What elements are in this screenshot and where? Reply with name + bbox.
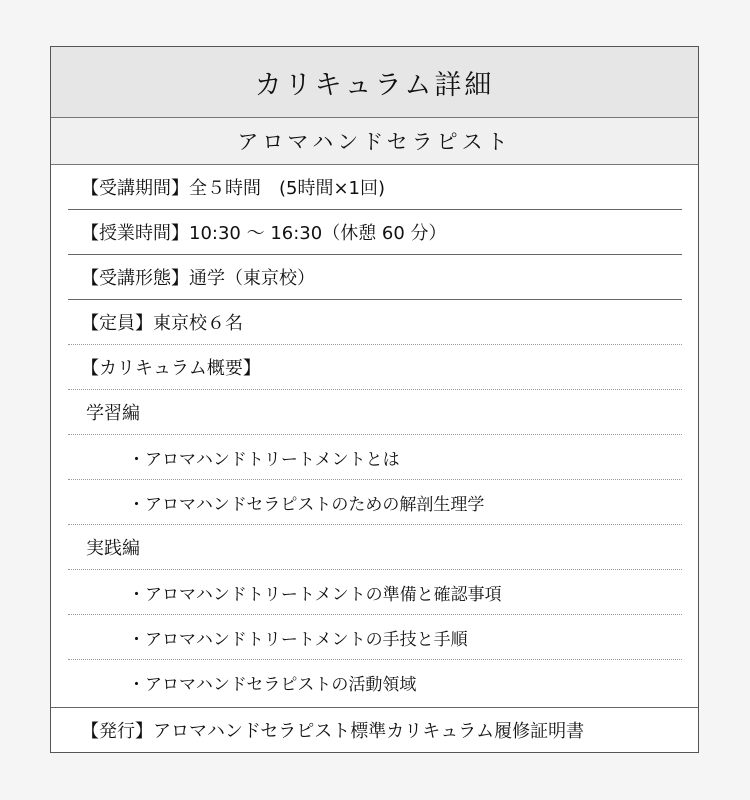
course-period-value: 全５時間 (5時間×1回)	[189, 178, 386, 199]
row-course-period	[68, 165, 682, 210]
list-item	[68, 480, 682, 525]
list-item	[68, 570, 682, 615]
category-practice-label: 実践編	[86, 538, 140, 559]
page-title: カリキュラム詳細	[51, 47, 698, 118]
row-course-format	[68, 255, 682, 300]
row-curriculum-overview	[68, 345, 682, 390]
row-class-hours	[68, 210, 682, 255]
list-item-label: ・アロマハンドセラピストの活動領域	[128, 675, 417, 695]
class-hours-value: 10:30 〜 16:30（休憩 60 分）	[189, 223, 447, 244]
row-category-study	[68, 390, 682, 435]
issuance-value: アロマハンドセラピスト標準カリキュラム履修証明書	[153, 721, 585, 742]
list-item	[68, 435, 682, 480]
capacity-label: 【定員】	[81, 313, 153, 334]
list-item	[68, 660, 682, 705]
issuance-label: 【発行】	[81, 721, 153, 742]
curriculum-card	[50, 46, 699, 753]
row-category-practice	[68, 525, 682, 570]
course-name: アロマハンドセラピスト	[51, 118, 698, 165]
class-hours-label: 【授業時間】	[81, 223, 189, 244]
category-study-label: 学習編	[86, 403, 140, 424]
list-item-label: ・アロマハンドセラピストのための解剖生理学	[128, 494, 485, 515]
course-format-value: 通学（東京校）	[189, 268, 315, 289]
list-item-label: ・アロマハンドトリートメントの準備と確認事項	[128, 584, 502, 605]
row-capacity	[68, 300, 682, 345]
course-period-label: 【受講期間】	[81, 178, 189, 199]
course-format-label: 【受講形態】	[81, 268, 189, 289]
capacity-value: 東京校６名	[153, 313, 243, 334]
curriculum-overview-label: 【カリキュラム概要】	[81, 358, 261, 379]
footer-issuance	[51, 707, 698, 752]
list-item-label: ・アロマハンドトリートメントとは	[128, 449, 400, 470]
list-item	[68, 615, 682, 660]
list-item-label: ・アロマハンドトリートメントの手技と手順	[128, 629, 468, 650]
detail-rows	[51, 165, 698, 705]
